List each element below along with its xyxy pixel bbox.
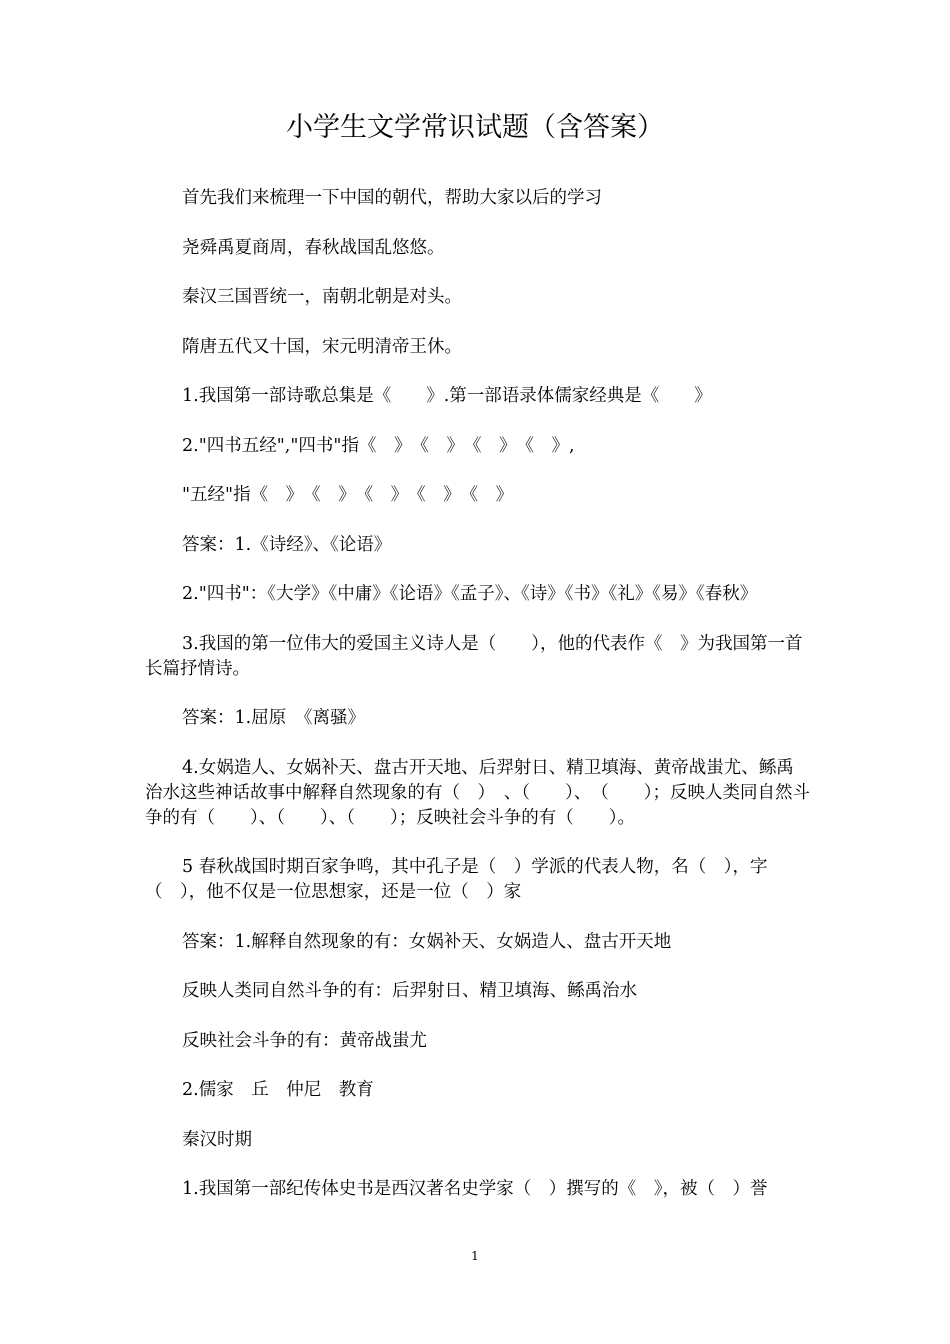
- answer-paragraph: 答案：1.解释自然现象的有：女娲补天、女娲造人、盘古开天地: [182, 931, 672, 952]
- question-paragraph: "五经"指《 》 《 》 《 》 《 》 《 》: [182, 485, 514, 505]
- question-paragraph: 3.我国的第一位伟大的爱国主义诗人是（ ），他的代表作《 》为我国第一首长篇抒情诗。: [145, 633, 803, 679]
- paragraph: 秦汉三国晋统一，南朝北朝是对头。: [182, 287, 462, 307]
- answer-paragraph: 2."四书"：《大学》《中庸》《论语》《孟子》、《诗》《书》《礼》《易》《春秋》: [182, 584, 758, 604]
- document-title: 小学生文学常识试题（含答案）: [286, 112, 664, 143]
- page-number: 1: [471, 1249, 479, 1263]
- answer-paragraph: 答案：1.《诗经》、《论语》: [182, 534, 392, 555]
- question-paragraph: 2."四书五经","四书"指《 》 《 》 《 》 《 》,: [182, 435, 575, 456]
- question-paragraph: 5 春秋战国时期百家争鸣，其中孔子是（ ）学派的代表人物，名（ ），字（ ），他不仅是一位思想家，还是一位（ ）家: [145, 857, 768, 902]
- document-body: [145, 186, 810, 1227]
- paragraph: 尧舜禹夏商周，春秋战国乱悠悠。: [182, 237, 445, 258]
- paragraph: 首先我们来梳理一下中国的朝代，帮助大家以后的学习: [182, 188, 602, 208]
- answer-paragraph: 反映人类同自然斗争的有：后羿射日、精卫填海、鲧禹治水: [182, 981, 637, 1001]
- question-paragraph: 1.我国第一部诗歌总集是《 》.第一部语录体儒家经典是《 》: [182, 386, 712, 406]
- answer-paragraph: 反映社会斗争的有：黄帝战蚩尤: [182, 1030, 427, 1051]
- section-heading: 秦汉时期: [182, 1129, 252, 1150]
- answer-paragraph: 2.儒家 丘 仲尼 教育: [182, 1080, 374, 1100]
- question-paragraph: 1.我国第一部纪传体史书是西汉著名史学家（ ）撰写的《 》，被（ ）誉: [182, 1179, 768, 1199]
- paragraph: 隋唐五代又十国，宋元明清帝王休。: [182, 336, 462, 357]
- question-paragraph: 4.女娲造人、女娲补天、盘古开天地、后羿射日、精卫填海、黄帝战蚩尤、鲧禹治水这些神话故事中解释自然现象的有（ ） 、（ ）、 （ ）；反映人类同自然斗争的有（ ）、（ ）、（ ）；反映社会斗争的有（ ）。: [145, 757, 810, 828]
- answer-paragraph: 答案：1.屈原 《离骚》: [182, 708, 365, 728]
